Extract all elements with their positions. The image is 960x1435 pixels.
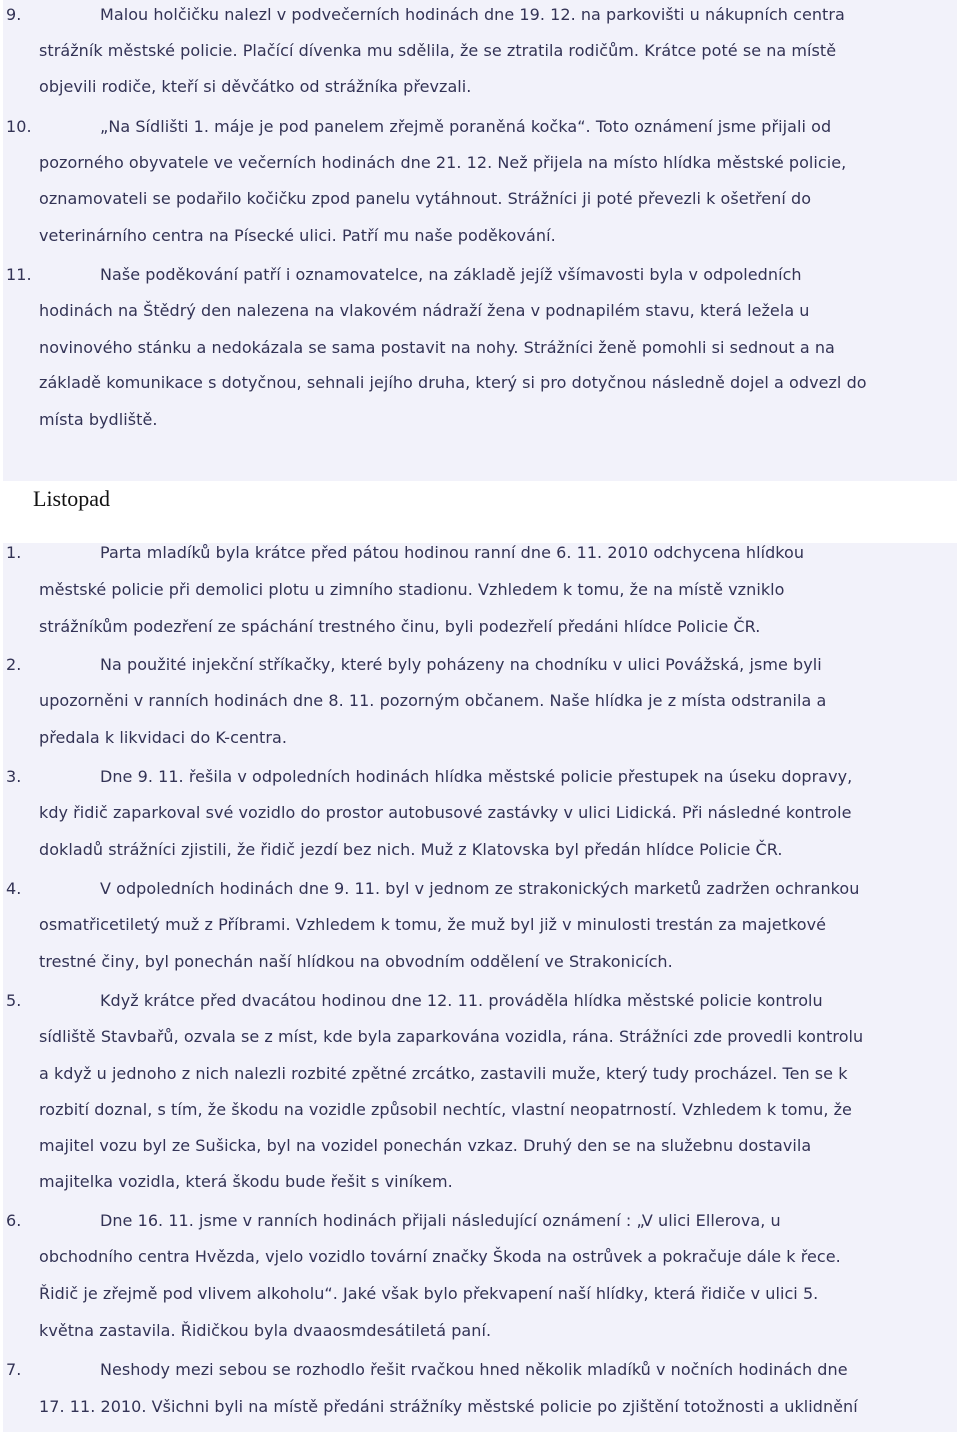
item-number: 9. bbox=[6, 5, 22, 24]
item-text-line: strážníkům podezření ze spáchání trestného činu, byli podezřelí předáni hlídce Policie ČR. bbox=[39, 617, 761, 636]
item-text-line: objevili rodiče, kteří si děvčátko od strážníka převzali. bbox=[39, 77, 472, 96]
item-text-line: rozbití doznal, s tím, že škodu na vozidle způsobil nechtíc, vlastní neopatrností. Vzhledem k tomu, že bbox=[39, 1100, 852, 1119]
item-text-line: oznamovateli se podařilo kočičku zpod panelu vytáhnout. Strážníci ji poté převezli k ošetření do bbox=[39, 189, 812, 208]
item-text-line: 17. 11. 2010. Všichni byli na místě předáni strážníky městské policie po zjištění totožnosti a uklidnění bbox=[39, 1397, 858, 1416]
item-number: 2. bbox=[6, 655, 22, 674]
item-text-line: Řidič je zřejmě pod vlivem alkoholu“. Jaké však bylo překvapení naší hlídky, která řidiče v ulici 5. bbox=[39, 1284, 819, 1303]
item-text-line: předala k likvidaci do K-centra. bbox=[39, 728, 287, 747]
item-text-line: strážník městské policie. Plačící dívenka mu sdělila, že se ztratila rodičům. Krátce poté se na místě bbox=[39, 41, 837, 60]
item-text-line: „Na Sídlišti 1. máje je pod panelem zřejmě poraněná kočka“. Toto oznámení jsme přijali od bbox=[100, 117, 832, 136]
item-text-line: Parta mladíků byla krátce před pátou hodinou ranní dne 6. 11. 2010 odchycena hlídkou bbox=[100, 543, 805, 562]
item-text-line: a když u jednoho z nich nalezli rozbité zpětné zrcátko, zastavili muže, který tudy procházel. Ten se k bbox=[39, 1064, 848, 1083]
item-text-line: Na použité injekční stříkačky, které byly poházeny na chodníku v ulici Povážská, jsme byli bbox=[100, 655, 822, 674]
section-heading: Listopad bbox=[33, 486, 110, 511]
item-number: 1. bbox=[6, 543, 22, 562]
item-text-line: obchodního centra Hvězda, vjelo vozidlo tovární značky Škoda na ostrůvek a pokračuje dále k řece. bbox=[39, 1247, 841, 1266]
item-number: 10. bbox=[6, 117, 32, 136]
item-number: 6. bbox=[6, 1211, 22, 1230]
item-text-line: základě komunikace s dotyčnou, sehnali jejího druha, který si pro dotyčnou následně dojel a odvezl do bbox=[39, 373, 867, 392]
item-text-line: hodinách na Štědrý den nalezena na vlakovém nádraží žena v podnapilém stavu, která ležela u bbox=[39, 301, 810, 320]
item-text-line: novinového stánku a nedokázala se sama postavit na nohy. Strážníci ženě pomohli si sednout a na bbox=[39, 338, 835, 357]
item-number: 11. bbox=[6, 265, 32, 284]
item-text-line: Naše poděkování patří i oznamovatelce, na základě jejíž všímavosti byla v odpoledních bbox=[100, 265, 802, 284]
item-text-line: května zastavila. Řidičkou byla dvaaosmdesátiletá paní. bbox=[39, 1321, 492, 1340]
item-text-line: kdy řidič zaparkoval své vozidlo do prostor autobusové zastávky v ulici Lidická. Při následné kontrole bbox=[39, 803, 852, 822]
item-number: 3. bbox=[6, 767, 22, 786]
item-text-line: Malou holčičku nalezl v podvečerních hodinách dne 19. 12. na parkovišti u nákupních centra bbox=[100, 5, 845, 24]
item-text-line: místa bydliště. bbox=[39, 410, 158, 429]
item-number: 4. bbox=[6, 879, 22, 898]
item-text-line: majitelka vozidla, která škodu bude řešit s viníkem. bbox=[39, 1172, 453, 1191]
item-text-line: Dne 16. 11. jsme v ranních hodinách přijali následující oznámení : „V ulici Ellerova, u bbox=[100, 1211, 781, 1230]
item-text-line: Dne 9. 11. řešila v odpoledních hodinách hlídka městské policie přestupek na úseku dopravy, bbox=[100, 767, 853, 786]
item-text-line: V odpoledních hodinách dne 9. 11. byl v jednom ze strakonických marketů zadržen ochrankou bbox=[100, 879, 860, 898]
item-number: 7. bbox=[6, 1360, 22, 1379]
item-text-line: městské policie při demolici plotu u zimního stadionu. Vzhledem k tomu, že na místě vzniklo bbox=[39, 580, 785, 599]
item-text-line: upozorněni v ranních hodinách dne 8. 11. pozorným občanem. Naše hlídka je z místa odstranila a bbox=[39, 691, 827, 710]
item-text-line: Když krátce před dvacátou hodinou dne 12. 11. prováděla hlídka městské policie kontrolu bbox=[100, 991, 823, 1010]
item-text-line: sídliště Stavbařů, ozvala se z míst, kde byla zaparkována vozidla, rána. Strážníci zde provedli kontrolu bbox=[39, 1027, 864, 1046]
item-text-line: majitel vozu byl ze Sušicka, byl na vozidel ponechán vzkaz. Druhý den se na služebnu dostavila bbox=[39, 1136, 812, 1155]
item-text-line: veterinárního centra na Písecké ulici. Patří mu naše poděkování. bbox=[39, 226, 556, 245]
item-text-line: trestné činy, byl ponechán naší hlídkou na obvodním oddělení ve Strakonicích. bbox=[39, 952, 673, 971]
item-number: 5. bbox=[6, 991, 22, 1010]
item-text-line: osmatřicetiletý muž z Příbrami. Vzhledem k tomu, že muž byl již v minulosti trestán za majetkové bbox=[39, 915, 827, 934]
item-text-line: dokladů strážníci zjistili, že řidič jezdí bez nich. Muž z Klatovska byl předán hlídce Policie ČR. bbox=[39, 840, 783, 859]
item-text-line: pozorného obyvatele ve večerních hodinách dne 21. 12. Než přijela na místo hlídka městské policie, bbox=[39, 153, 847, 172]
item-text-line: Neshody mezi sebou se rozhodlo řešit rvačkou hned několik mladíků v nočních hodinách dne bbox=[100, 1360, 848, 1379]
